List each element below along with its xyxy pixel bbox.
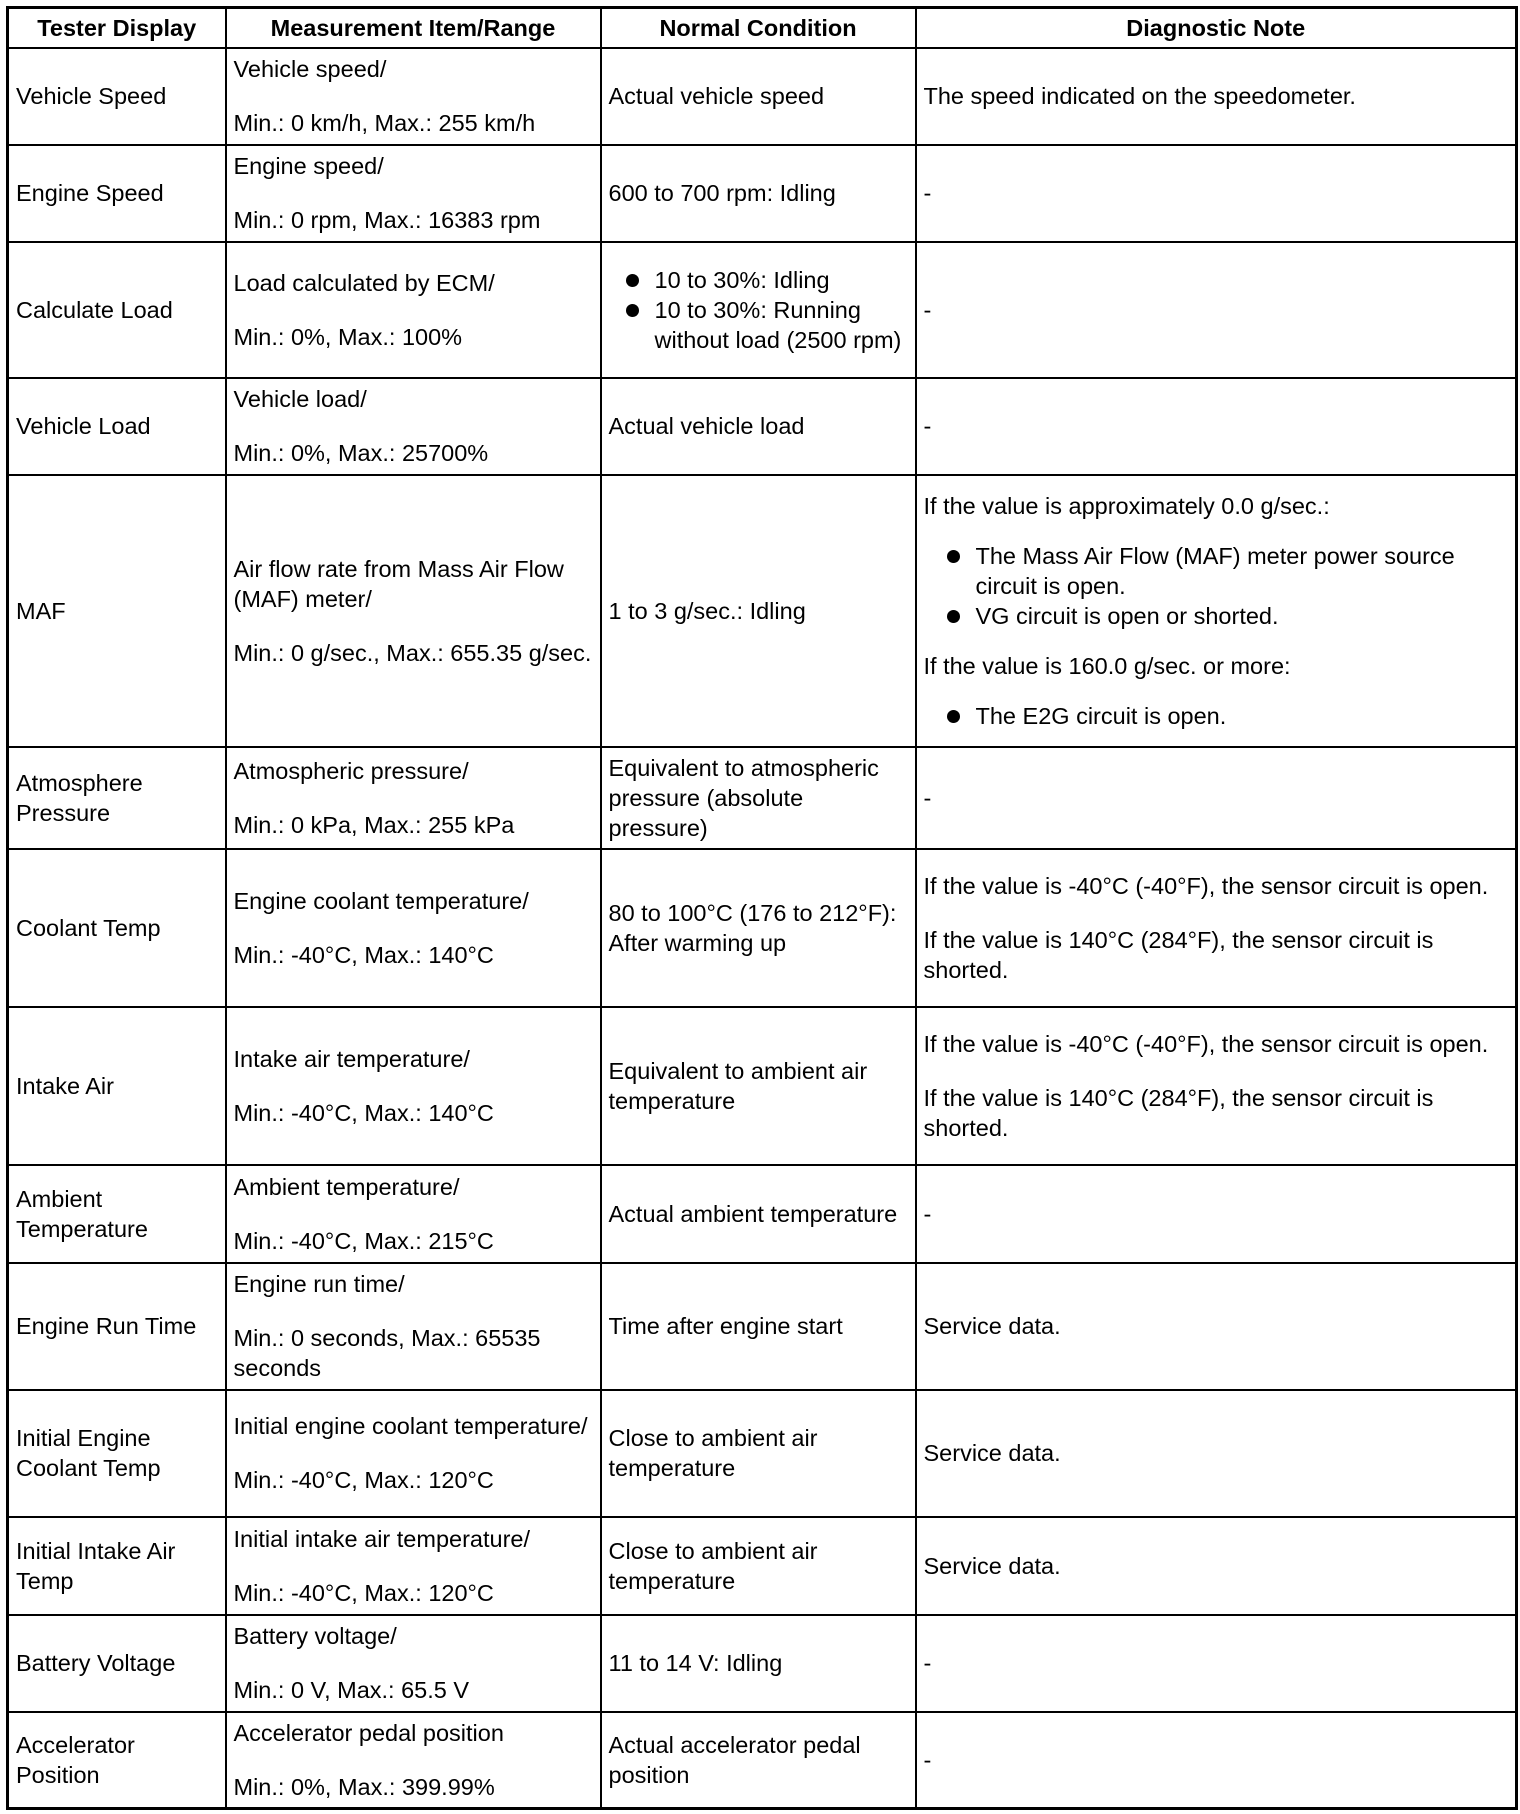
normal-condition-cell: Actual vehicle speed xyxy=(601,48,916,145)
diagnostic-note-cell: Service data. xyxy=(916,1517,1517,1615)
table-row xyxy=(8,747,1517,849)
normal-condition-cell: 80 to 100°C (176 to 212°F): After warming up xyxy=(601,849,916,1007)
measurement-cell: Atmospheric pressure/ Min.: 0 kPa, Max.: 255 kPa xyxy=(226,747,601,849)
table-row xyxy=(8,1165,1517,1263)
table-row xyxy=(8,242,1517,378)
normal-condition-cell: Actual ambient temperature xyxy=(601,1165,916,1263)
normal-condition-cell xyxy=(601,242,916,378)
measurement-cell: Engine speed/ Min.: 0 rpm, Max.: 16383 rpm xyxy=(226,145,601,242)
diagnostic-note-cell: If the value is -40°C (-40°F), the sensor circuit is open. If the value is 140°C (284°F), the sensor circuit is shorted. xyxy=(916,1007,1517,1165)
tester-display-cell: Accelerator Position xyxy=(8,1712,226,1809)
diagnostic-note-cell: If the value is -40°C (-40°F), the sensor circuit is open. If the value is 140°C (284°F), the sensor circuit is shorted. xyxy=(916,849,1517,1007)
tester-display-cell: Engine Run Time xyxy=(8,1263,226,1390)
table-row xyxy=(8,849,1517,1007)
normal-condition-cell: Actual accelerator pedal position xyxy=(601,1712,916,1809)
measurement-cell: Accelerator pedal position Min.: 0%, Max.: 399.99% xyxy=(226,1712,601,1809)
measurement-cell: Load calculated by ECM/ Min.: 0%, Max.: 100% xyxy=(226,242,601,378)
list-item: The E2G circuit is open. xyxy=(944,701,1509,731)
measurement-cell: Engine run time/ Min.: 0 seconds, Max.: 65535 seconds xyxy=(226,1263,601,1390)
normal-condition-cell: Time after engine start xyxy=(601,1263,916,1390)
normal-condition-cell: Close to ambient air temperature xyxy=(601,1390,916,1517)
table-row xyxy=(8,1263,1517,1390)
header-diagnostic-note: Diagnostic Note xyxy=(916,8,1517,48)
diagnostic-note-bullet-list xyxy=(924,541,1509,631)
tester-display-cell: Initial Intake Air Temp xyxy=(8,1517,226,1615)
table-row xyxy=(8,1390,1517,1517)
tester-display-cell: Vehicle Speed xyxy=(8,48,226,145)
measurement-cell: Air flow rate from Mass Air Flow (MAF) meter/ Min.: 0 g/sec., Max.: 655.35 g/sec. xyxy=(226,475,601,747)
normal-condition-cell: Close to ambient air temperature xyxy=(601,1517,916,1615)
table-row xyxy=(8,1615,1517,1712)
measurement-cell: Initial engine coolant temperature/ Min.: -40°C, Max.: 120°C xyxy=(226,1390,601,1517)
table-row xyxy=(8,1712,1517,1809)
tester-display-cell: MAF xyxy=(8,475,226,747)
normal-condition-cell: Equivalent to ambient air temperature xyxy=(601,1007,916,1165)
tester-display-cell: Engine Speed xyxy=(8,145,226,242)
header-row xyxy=(8,8,1517,48)
normal-condition-bullet-list xyxy=(609,265,908,355)
normal-condition-cell: Actual vehicle load xyxy=(601,378,916,475)
tester-display-cell: Vehicle Load xyxy=(8,378,226,475)
measurement-cell: Ambient temperature/ Min.: -40°C, Max.: 215°C xyxy=(226,1165,601,1263)
list-item: 10 to 30%: Idling xyxy=(623,265,908,295)
measurement-cell: Battery voltage/ Min.: 0 V, Max.: 65.5 V xyxy=(226,1615,601,1712)
diagnostic-note-cell: - xyxy=(916,242,1517,378)
diagnostic-note-bullet-list xyxy=(924,701,1509,731)
normal-condition-cell: 11 to 14 V: Idling xyxy=(601,1615,916,1712)
diagnostic-note-cell: - xyxy=(916,145,1517,242)
diagnostic-note-cell: The speed indicated on the speedometer. xyxy=(916,48,1517,145)
table-row xyxy=(8,145,1517,242)
diagnostic-note-cell: If the value is approximately 0.0 g/sec.: The Mass Air Flow (MAF) meter power source circuit is open. VG circuit is open or shorted. If the value is 160.0 g/sec. or more: The E2G circuit is open. xyxy=(916,475,1517,747)
data-list-table xyxy=(6,6,1518,1810)
measurement-cell: Intake air temperature/ Min.: -40°C, Max.: 140°C xyxy=(226,1007,601,1165)
tester-display-cell: Intake Air xyxy=(8,1007,226,1165)
diagnostic-note-cell: - xyxy=(916,1712,1517,1809)
table-row xyxy=(8,475,1517,747)
table-row xyxy=(8,1007,1517,1165)
table-row xyxy=(8,1517,1517,1615)
tester-display-cell: Battery Voltage xyxy=(8,1615,226,1712)
normal-condition-cell: Equivalent to atmospheric pressure (absolute pressure) xyxy=(601,747,916,849)
header-tester-display: Tester Display xyxy=(8,8,226,48)
measurement-cell: Engine coolant temperature/ Min.: -40°C, Max.: 140°C xyxy=(226,849,601,1007)
diagnostic-note-cell: Service data. xyxy=(916,1390,1517,1517)
normal-condition-cell: 1 to 3 g/sec.: Idling xyxy=(601,475,916,747)
measurement-cell: Vehicle speed/ Min.: 0 km/h, Max.: 255 km/h xyxy=(226,48,601,145)
header-measurement-item-range: Measurement Item/Range xyxy=(226,8,601,48)
table-row xyxy=(8,378,1517,475)
diagnostic-note-cell: - xyxy=(916,378,1517,475)
table-row xyxy=(8,48,1517,145)
list-item: The Mass Air Flow (MAF) meter power source circuit is open. xyxy=(944,541,1509,601)
normal-condition-cell: 600 to 700 rpm: Idling xyxy=(601,145,916,242)
measurement-cell: Initial intake air temperature/ Min.: -40°C, Max.: 120°C xyxy=(226,1517,601,1615)
tester-display-cell: Initial Engine Coolant Temp xyxy=(8,1390,226,1517)
diagnostic-note-cell: - xyxy=(916,1615,1517,1712)
measurement-cell: Vehicle load/ Min.: 0%, Max.: 25700% xyxy=(226,378,601,475)
diagnostic-note-cell: - xyxy=(916,1165,1517,1263)
tester-display-cell: Ambient Temperature xyxy=(8,1165,226,1263)
tester-display-cell: Calculate Load xyxy=(8,242,226,378)
tester-display-cell: Atmosphere Pressure xyxy=(8,747,226,849)
tester-display-cell: Coolant Temp xyxy=(8,849,226,1007)
diagnostic-note-cell: Service data. xyxy=(916,1263,1517,1390)
list-item: VG circuit is open or shorted. xyxy=(944,601,1509,631)
header-normal-condition: Normal Condition xyxy=(601,8,916,48)
diagnostic-note-cell: - xyxy=(916,747,1517,849)
list-item: 10 to 30%: Running without load (2500 rpm) xyxy=(623,295,908,355)
